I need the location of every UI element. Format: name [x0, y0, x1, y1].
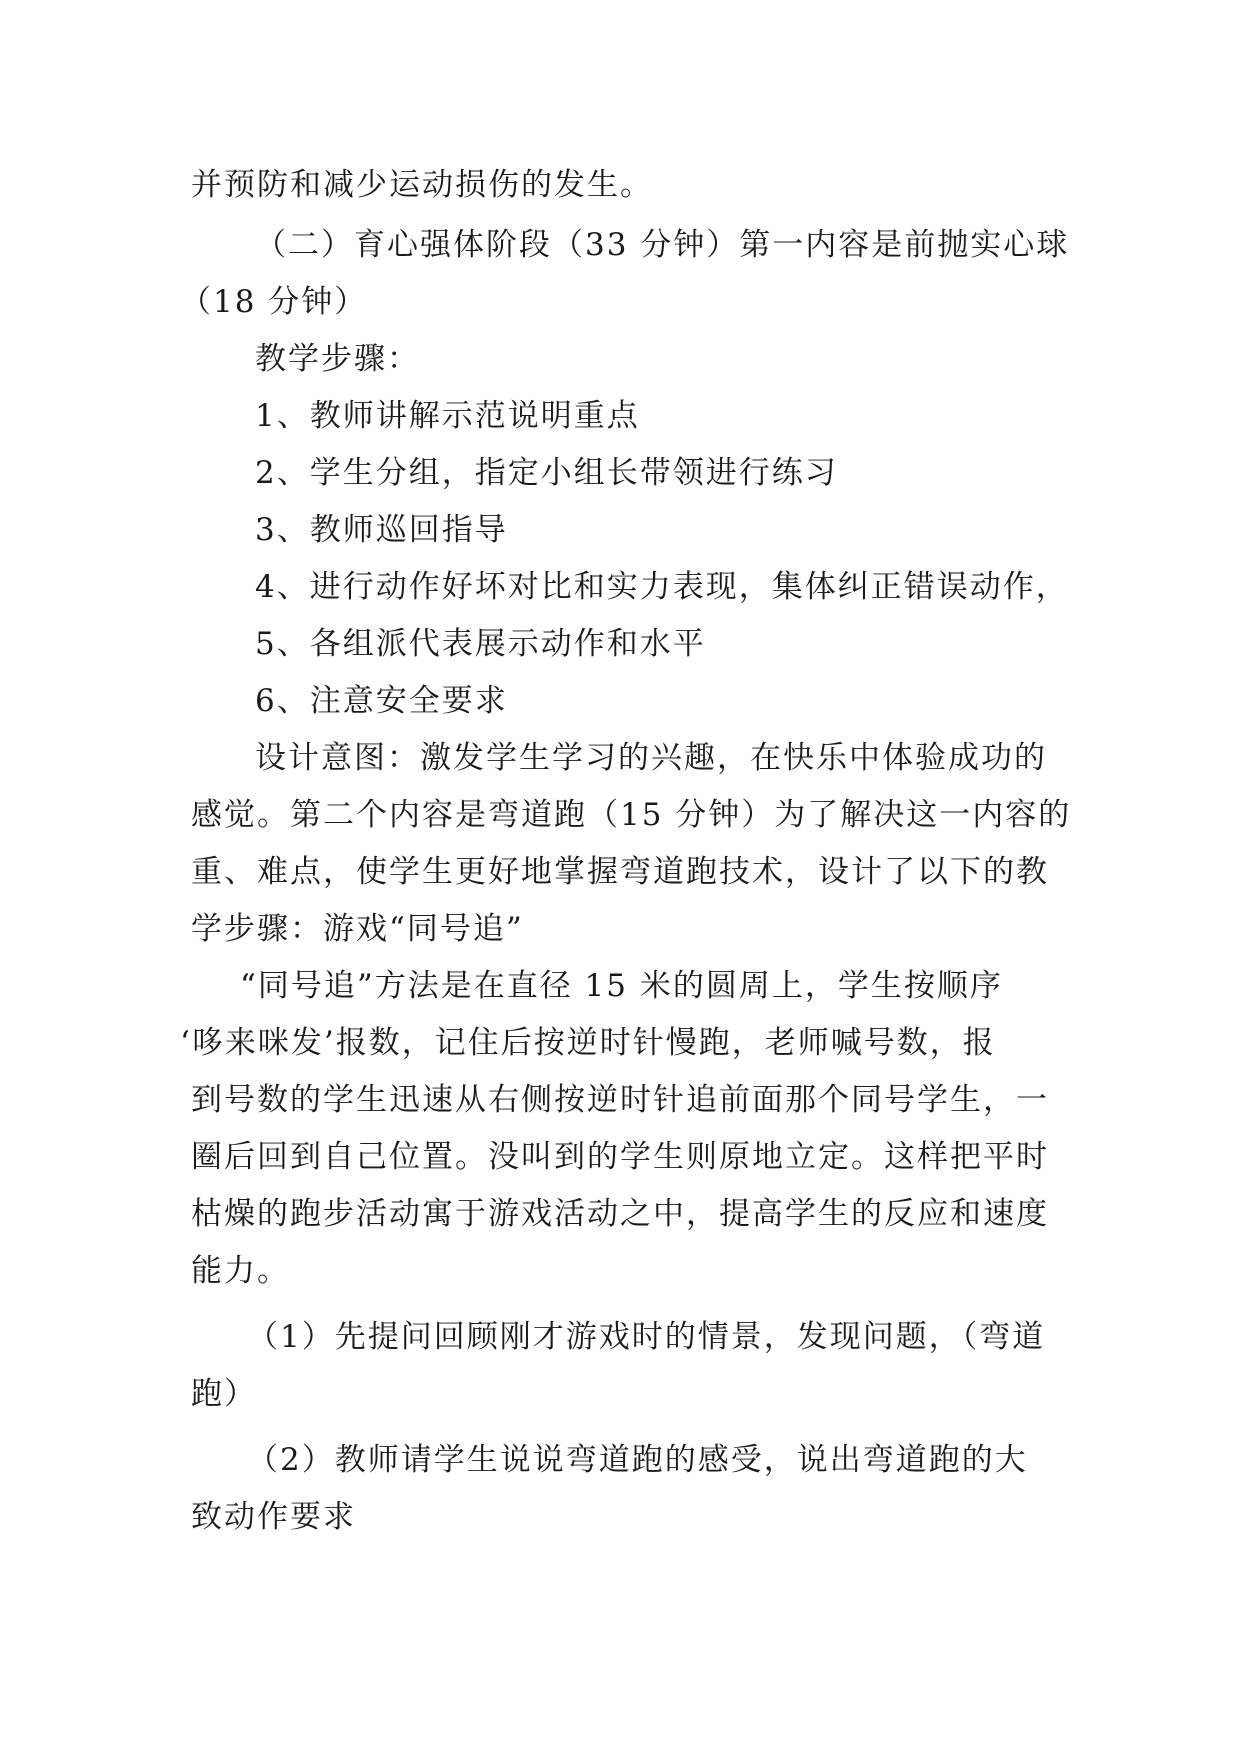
list-item: 6、注意安全要求 — [255, 683, 508, 719]
section-heading-line: （二）育心强体阶段（33 分钟）第一内容是前抛实心球 — [255, 227, 1070, 263]
paragraph-line: 跑） — [191, 1376, 257, 1412]
paragraph-line: （2）教师请学生说说弯道跑的感受，说出弯道跑的大 — [247, 1442, 1028, 1478]
paragraph-line: 学步骤：游戏“同号追” — [191, 911, 524, 947]
paragraph-line: 能力。 — [191, 1253, 290, 1289]
paragraph-line: 圈后回到自己位置。没叫到的学生则原地立定。这样把平时 — [191, 1139, 1049, 1175]
paragraph-line: 设计意图：激发学生学习的兴趣，在快乐中体验成功的 — [255, 740, 1047, 776]
list-item: 3、教师巡回指导 — [255, 512, 508, 548]
paragraph-line: 感觉。第二个内容是弯道跑（15 分钟）为了解决这一内容的 — [191, 797, 1072, 833]
paragraph-line: （18 分钟） — [180, 284, 368, 320]
list-item: 1、教师讲解示范说明重点 — [255, 398, 640, 434]
paragraph-line: 到号数的学生迅速从右侧按逆时针追前面那个同号学生，一 — [191, 1082, 1049, 1118]
paragraph-line: 并预防和减少运动损伤的发生。 — [191, 167, 653, 203]
paragraph-line: ‘哆来咪发’报数，记住后按逆时针慢跑，老师喊号数，报 — [180, 1025, 996, 1061]
steps-heading: 教学步骤： — [255, 341, 420, 377]
paragraph-line: 枯燥的跑步活动寓于游戏活动之中，提高学生的反应和速度 — [191, 1196, 1049, 1232]
paragraph-line: 致动作要求 — [191, 1499, 356, 1535]
paragraph-line: 重、难点，使学生更好地掌握弯道跑技术，设计了以下的教 — [191, 854, 1049, 890]
paragraph-line: （1）先提问回顾刚才游戏时的情景，发现问题，（弯道 — [247, 1319, 1046, 1355]
paragraph-line: “同号追”方法是在直径 15 米的圆周上，学生按顺序 — [240, 968, 1003, 1004]
list-item: 5、各组派代表展示动作和水平 — [255, 626, 706, 662]
list-item: 2、学生分组，指定小组长带领进行练习 — [255, 455, 838, 491]
list-item: 4、进行动作好坏对比和实力表现，集体纠正错误动作， — [255, 569, 1069, 605]
